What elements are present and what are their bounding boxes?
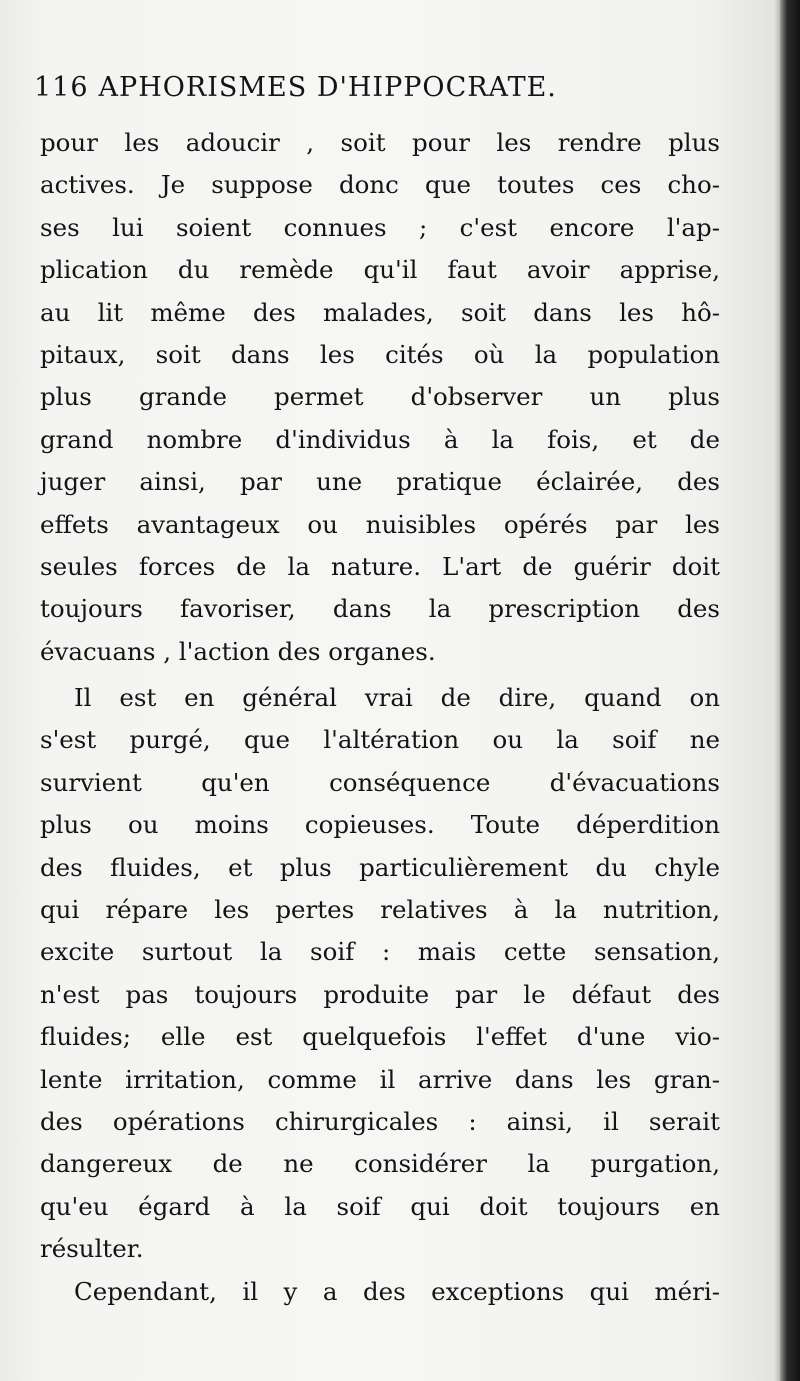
text-line: seules forces de la nature. L'art de guérir doit <box>40 551 720 581</box>
text-line: Il est en général vrai de dire, quand on <box>74 683 720 713</box>
text-line: Cependant, il y a des exceptions qui méri- <box>74 1276 720 1306</box>
text-line: grand nombre d'individus à la fois, et de <box>40 424 720 454</box>
running-header <box>34 72 724 108</box>
text-line: des fluides, et plus particulièrement du chyle <box>40 852 720 882</box>
text-line: n'est pas toujours produite par le défaut des <box>40 979 720 1009</box>
text-line: fluides; elle est quelquefois l'effet d'une vio- <box>40 1022 720 1052</box>
page-number: 116 <box>34 72 89 103</box>
text-line: effets avantageux ou nuisibles opérés par les <box>40 509 720 539</box>
running-title: APHORISMES D'HIPPOCRATE. <box>98 72 557 103</box>
text-line: juger ainsi, par une pratique éclairée, des <box>40 467 720 497</box>
text-line: pour les adoucir , soit pour les rendre plus <box>40 128 720 157</box>
text-line: survient qu'en conséquence d'évacuations <box>40 767 720 797</box>
body-text <box>40 122 720 1313</box>
text-line: qui répare les pertes relatives à la nutrition, <box>40 895 720 925</box>
text-line: plus ou moins copieuses. Toute déperdition <box>40 810 720 840</box>
text-line: lente irritation, comme il arrive dans les gran- <box>40 1064 720 1094</box>
text-line: ses lui soient connues ; c'est encore l'ap- <box>40 212 720 242</box>
text-line: excite surtout la soif : mais cette sensation, <box>40 937 720 967</box>
text-line: plication du remède qu'il faut avoir apprise, <box>40 255 720 285</box>
text-line: résulter. <box>40 1234 144 1264</box>
text-line: plus grande permet d'observer un plus <box>40 382 720 412</box>
text-line: au lit même des malades, soit dans les hô- <box>40 297 720 327</box>
text-line: actives. Je suppose donc que toutes ces cho- <box>40 170 720 200</box>
text-line: toujours favoriser, dans la prescription des <box>40 594 720 624</box>
text-line: évacuans , l'action des organes. <box>40 636 436 666</box>
book-spine-edge <box>780 0 800 1381</box>
text-line: s'est purgé, que l'altération ou la soif ne <box>40 725 720 755</box>
text-line: dangereux de ne considérer la purgation, <box>40 1149 720 1179</box>
text-line: des opérations chirurgicales : ainsi, il serait <box>40 1106 720 1136</box>
text-line: qu'eu égard à la soif qui doit toujours en <box>40 1191 720 1221</box>
text-line: pitaux, soit dans les cités où la population <box>40 339 720 369</box>
